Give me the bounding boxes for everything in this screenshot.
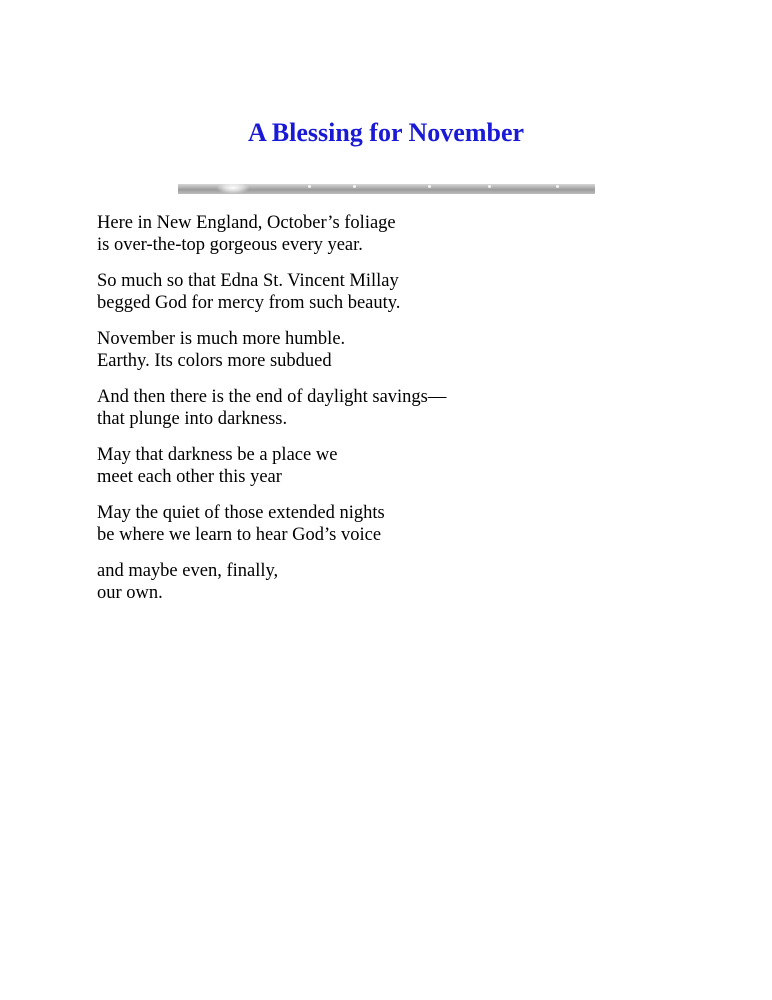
poem-line: and maybe even, finally, xyxy=(97,561,279,581)
divider-sparkle xyxy=(353,185,356,188)
decorative-divider xyxy=(178,184,595,194)
divider-sparkle xyxy=(488,185,491,188)
poem-line: And then there is the end of daylight savings— xyxy=(97,387,447,407)
poem-line: Earthy. Its colors more subdued xyxy=(97,351,332,371)
poem-line: be where we learn to hear God’s voice xyxy=(97,525,382,545)
poem-line: our own. xyxy=(97,583,163,603)
poem-line: May the quiet of those extended nights xyxy=(97,503,385,523)
stanza xyxy=(97,328,697,372)
poem-line: May that darkness be a place we xyxy=(97,445,338,465)
stanza xyxy=(97,444,697,488)
poem-body xyxy=(97,212,697,618)
stanza xyxy=(97,502,697,546)
page-title: A Blessing for November xyxy=(247,118,525,147)
poem-line: meet each other this year xyxy=(97,467,282,487)
stanza xyxy=(97,212,697,256)
poem-line: is over-the-top gorgeous every year. xyxy=(97,235,363,255)
poem-line: So much so that Edna St. Vincent Millay xyxy=(97,271,399,291)
divider-glow xyxy=(216,182,250,194)
stanza xyxy=(97,386,697,430)
poem-line: that plunge into darkness. xyxy=(97,409,288,429)
poem-line: November is much more humble. xyxy=(97,329,346,349)
poem-line: begged God for mercy from such beauty. xyxy=(97,293,401,313)
divider-sparkle xyxy=(556,185,559,188)
divider-sparkle xyxy=(428,185,431,188)
poem-line: Here in New England, October’s foliage xyxy=(97,213,396,233)
stanza xyxy=(97,270,697,314)
stanza xyxy=(97,560,697,604)
divider-sparkle xyxy=(308,185,311,188)
